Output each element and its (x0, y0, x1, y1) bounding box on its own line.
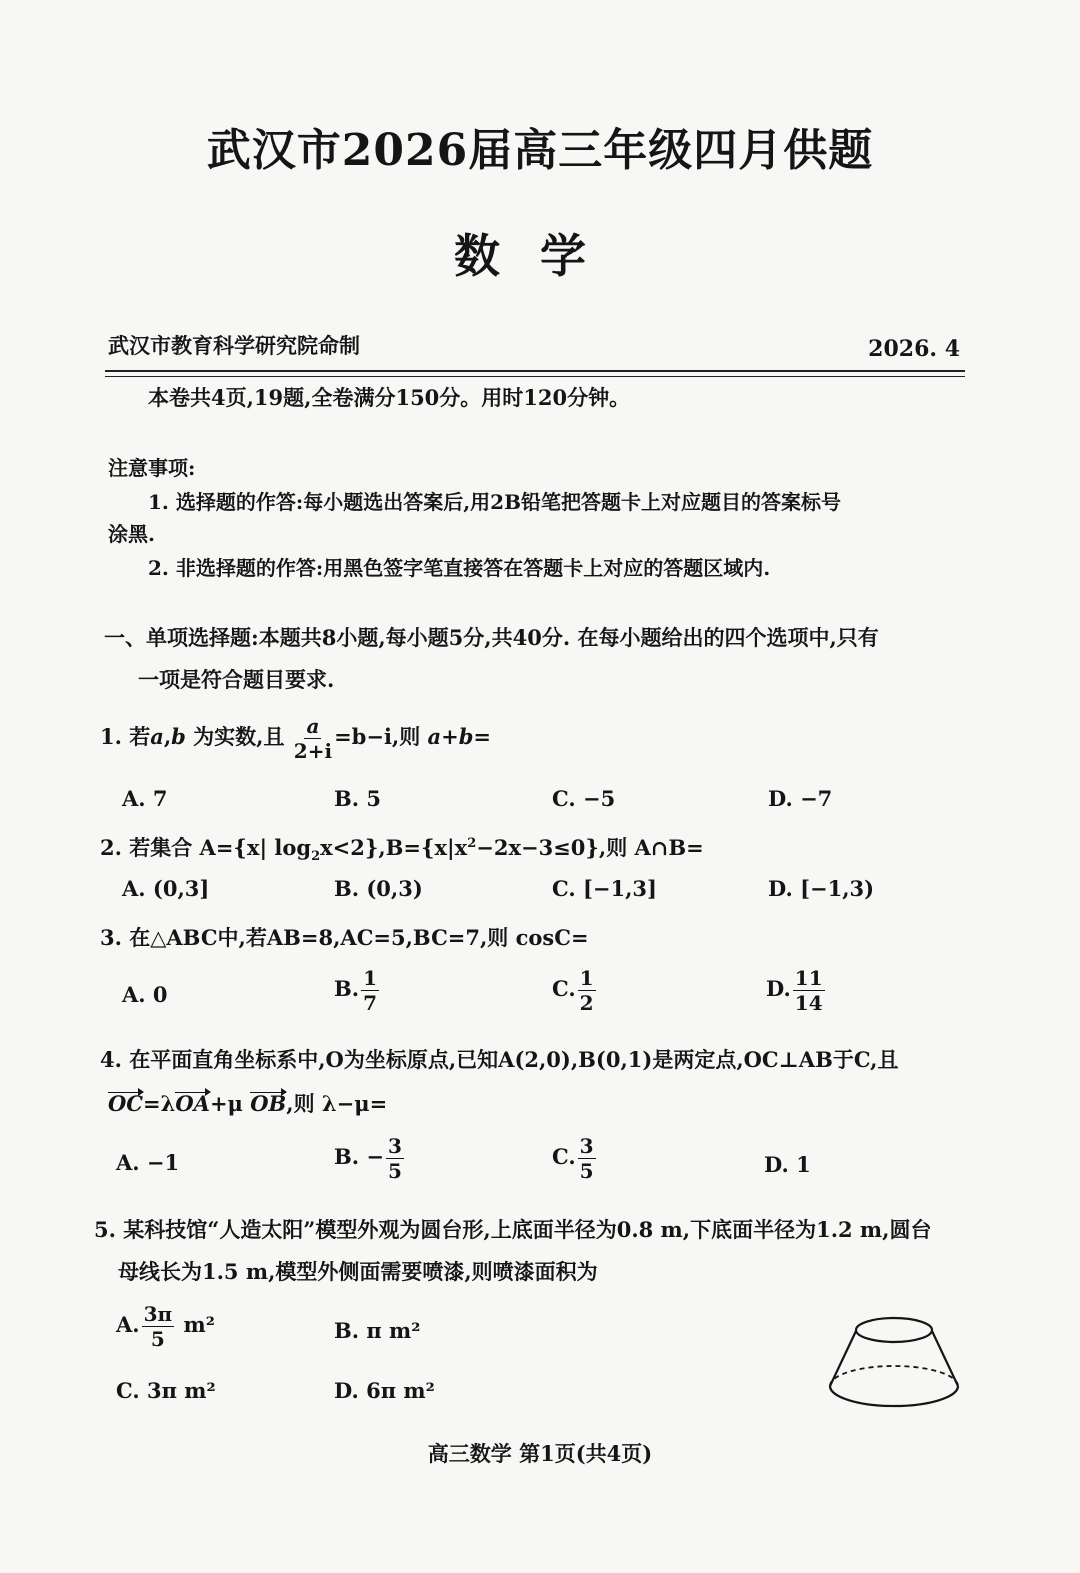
frustum-bottom-back-arc (830, 1366, 958, 1386)
q4-option-b-label: B. − (334, 1144, 384, 1169)
page-footer: 高三数学 第1页(共4页) (427, 1441, 653, 1466)
frustum-left-slant (830, 1331, 856, 1386)
q5-option-a-num: 3π (143, 1302, 173, 1326)
notice-heading: 注意事项: (108, 456, 196, 480)
q1-var-a: a (150, 724, 164, 749)
q1-frac-num: a (306, 714, 320, 738)
q3-option-c (552, 968, 598, 1013)
q2-option-a: A. (0,3] (122, 876, 210, 901)
q3-option-c-label: C. (552, 976, 576, 1001)
q4-option-a: A. −1 (116, 1150, 180, 1175)
q5-option-a (116, 1304, 215, 1349)
header-rule-thick (105, 370, 965, 372)
q1-option-b: B. 5 (334, 786, 381, 811)
q3-option-c-fraction (578, 968, 596, 1013)
subject-title: 数学 (454, 229, 626, 283)
q4-option-b-num: 3 (387, 1134, 402, 1158)
exam-title: 武汉市2026届高三年级四月供题 (206, 125, 874, 176)
vector-ob: OB (250, 1091, 287, 1116)
q3-option-d (766, 968, 827, 1013)
q4-eq: =λ (143, 1091, 176, 1116)
vector-oc: OC (108, 1091, 144, 1116)
exam-date: 2026. 4 (868, 336, 960, 362)
q5-option-a-unit: m² (183, 1312, 215, 1337)
q3-option-b-fraction (361, 968, 379, 1013)
q1-ask: a+b= (427, 724, 492, 749)
q3-option-d-fraction (793, 968, 825, 1013)
q2-text-pre: 2. 若集合 A={x| log (100, 835, 312, 860)
q1-comma: , (163, 724, 172, 749)
question-1 (100, 716, 491, 761)
q4-option-d: D. 1 (764, 1152, 811, 1177)
notice-item-1: 1. 选择题的作答:每小题选出答案后,用2B铅笔把答题卡上对应题目的答案标号 (148, 490, 842, 514)
q4-option-b (334, 1136, 406, 1181)
question-3: 3. 在△ABC中,若AB=8,AC=5,BC=7,则 cosC= (100, 925, 589, 950)
q5-option-d: D. 6π m² (334, 1378, 435, 1403)
q4-option-b-den: 5 (387, 1159, 402, 1183)
q3-option-a: A. 0 (122, 982, 168, 1007)
q4-option-c-num: 3 (579, 1134, 594, 1158)
notice-item-2: 2. 非选择题的作答:用黑色签字笔直接答在答题卡上对应的答题区域内. (148, 556, 771, 580)
question-4-cont (108, 1088, 387, 1118)
q2-text-post: −2x−3≤0},则 A∩B= (476, 835, 704, 860)
q5-option-b: B. π m² (334, 1318, 421, 1343)
vector-oa: OA (175, 1091, 210, 1116)
q3-option-b-num: 1 (363, 966, 377, 990)
q1-option-c: C. −5 (552, 786, 616, 811)
q3-option-d-label: D. (766, 976, 791, 1001)
frustum-right-slant (932, 1331, 958, 1386)
q2-exponent: 2 (467, 836, 477, 851)
q3-option-c-num: 1 (579, 966, 594, 990)
question-4: 4. 在平面直角坐标系中,O为坐标原点,已知A(2,0),B(0,1)是两定点,OC⊥AB于C,且 (100, 1047, 899, 1072)
q1-option-d: D. −7 (768, 786, 833, 811)
section-1-heading: 一、单项选择题:本题共8小题,每小题5分,共40分. 在每小题给出的四个选项中,只有 (104, 625, 879, 650)
q2-option-c: C. [−1,3] (552, 876, 657, 901)
exam-intro: 本卷共4页,19题,全卷满分150分。用时120分钟。 (148, 385, 631, 410)
q1-fraction (294, 716, 332, 761)
q4-option-b-fraction (386, 1136, 404, 1181)
q1-mid: 为实数,且 (185, 724, 285, 749)
q2-log-base: 2 (311, 849, 321, 865)
q2-text-mid: x<2},B={x|x (320, 835, 468, 860)
q3-option-b-label: B. (334, 976, 360, 1001)
q1-var-b: b (171, 724, 186, 749)
q2-option-b: B. (0,3) (334, 876, 423, 901)
issuer: 武汉市教育科学研究院命制 (108, 333, 360, 358)
q1-post: =b−i,则 (334, 724, 428, 749)
q1-frac-den: 2+i (293, 739, 333, 763)
q4-ask: ,则 λ−μ= (286, 1091, 388, 1116)
q1-option-a: A. 7 (122, 786, 168, 811)
q1-prefix: 1. 若 (100, 724, 151, 749)
frustum-top-ellipse (856, 1318, 932, 1342)
q3-option-d-num: 11 (794, 966, 823, 990)
q5-option-a-den: 5 (150, 1327, 165, 1351)
q5-option-c: C. 3π m² (116, 1378, 216, 1403)
section-1-heading-cont: 一项是符合题目要求. (138, 667, 335, 692)
frustum-figure (820, 1300, 970, 1430)
q3-option-d-den: 14 (794, 991, 823, 1015)
q4-option-c (552, 1136, 598, 1181)
q3-option-c-den: 2 (579, 991, 594, 1015)
q4-option-c-fraction (578, 1136, 596, 1181)
q3-option-b (334, 968, 381, 1013)
question-5: 5. 某科技馆“人造太阳”模型外观为圆台形,上底面半径为0.8 m,下底面半径为1.2 m,圆台 (94, 1217, 932, 1242)
q4-option-c-den: 5 (579, 1159, 594, 1183)
q3-option-b-den: 7 (363, 991, 377, 1015)
q2-option-d: D. [−1,3) (768, 876, 875, 901)
q5-option-a-label: A. (116, 1312, 140, 1337)
q4-option-c-label: C. (552, 1144, 576, 1169)
question-2 (100, 832, 704, 864)
frustum-bottom-front-arc (830, 1386, 958, 1406)
header-rule-thin (105, 376, 965, 377)
question-5-cont: 母线长为1.5 m,模型外侧面需要喷漆,则喷漆面积为 (118, 1259, 598, 1284)
q4-plus: +μ (209, 1091, 251, 1116)
notice-item-1-cont: 涂黑. (108, 522, 155, 546)
q5-option-a-fraction (142, 1304, 175, 1349)
